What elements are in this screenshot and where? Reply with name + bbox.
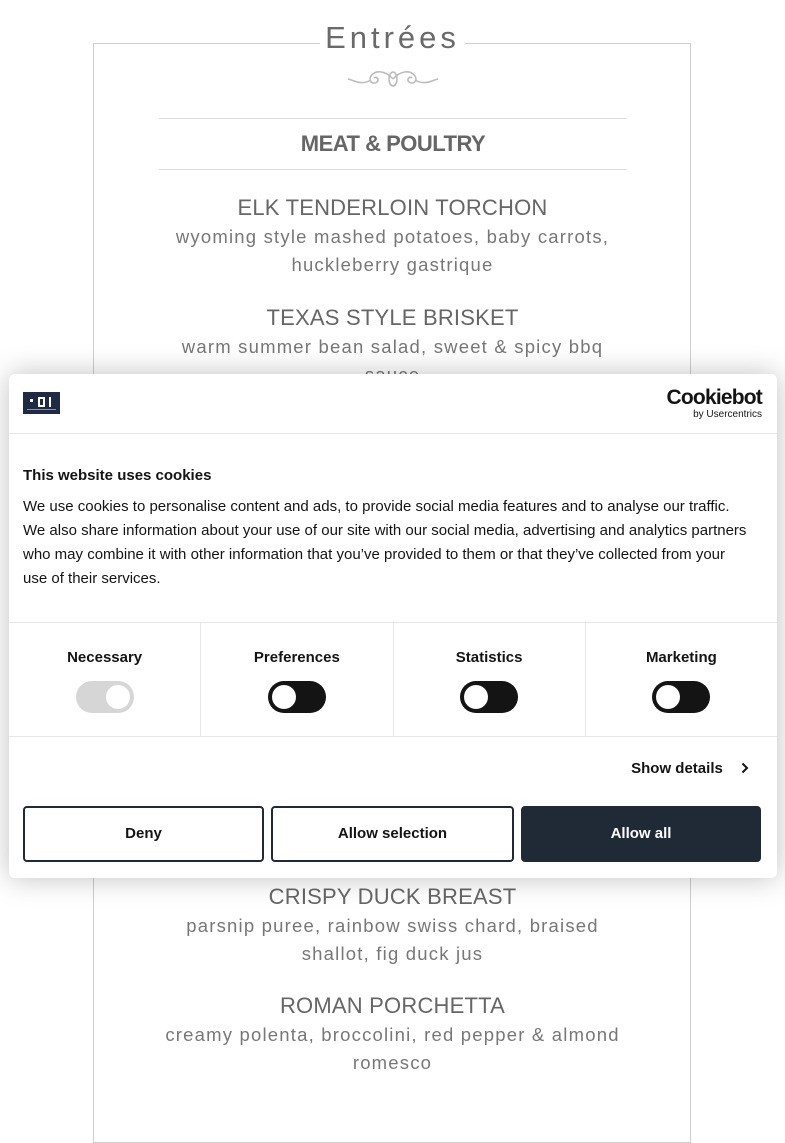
dish-description bbox=[150, 223, 635, 279]
chevron-right-icon bbox=[741, 760, 749, 777]
cookiebot-logo[interactable] bbox=[667, 387, 762, 420]
cookiebot-brand-name: Cookiebot bbox=[666, 386, 762, 409]
dish-desc-line: creamy polenta, broccolini, red pepper & almond bbox=[165, 1024, 620, 1045]
consent-necessary bbox=[9, 623, 201, 736]
site-logo-icon bbox=[23, 392, 60, 414]
dish-desc-line: huckleberry gastrique bbox=[291, 254, 494, 275]
dish-desc-line: shallot, fig duck jus bbox=[301, 943, 484, 964]
consent-label: Necessary bbox=[67, 649, 143, 666]
dish-name: CRISPY DUCK BREAST bbox=[268, 884, 517, 909]
ornament-icon bbox=[345, 66, 441, 92]
menu-item bbox=[150, 993, 635, 1077]
cookie-consent-dialog bbox=[9, 374, 777, 878]
dish-description bbox=[150, 1021, 635, 1077]
dish-desc-line: warm summer bean salad, sweet & spicy bbq bbox=[181, 336, 604, 357]
dish-desc-line: romesco bbox=[352, 1052, 433, 1073]
dish-desc-line: wyoming style mashed potatoes, baby carrots, bbox=[175, 226, 610, 247]
consent-statistics bbox=[394, 623, 586, 736]
deny-button[interactable]: Deny bbox=[23, 806, 264, 862]
preferences-toggle[interactable] bbox=[268, 681, 326, 713]
dish-desc-line: parsnip puree, rainbow swiss chard, braised bbox=[186, 915, 599, 936]
menu-item bbox=[150, 195, 635, 279]
dish-name: ELK TENDERLOIN TORCHON bbox=[237, 195, 548, 220]
section-title: MEAT & POULTRY bbox=[159, 118, 627, 170]
cookie-dialog-title: This website uses cookies bbox=[23, 467, 212, 484]
show-details-label: Show details bbox=[631, 760, 723, 777]
allow-selection-button[interactable]: Allow selection bbox=[271, 806, 514, 862]
consent-label: Marketing bbox=[645, 649, 717, 666]
marketing-toggle[interactable] bbox=[652, 681, 710, 713]
dish-description bbox=[150, 912, 635, 968]
necessary-toggle bbox=[76, 681, 134, 713]
consent-preferences bbox=[201, 623, 393, 736]
cookie-dialog-text: We use cookies to personalise content and ads, to provide social media features and to analyse our traffic. We also share information about your use of our site with our social media, advertising and analytics partners who may combine it with other information that you’ve provided to them or that they’ve collected from your use of their services. bbox=[23, 498, 747, 587]
consent-categories bbox=[9, 622, 777, 737]
show-details-link[interactable] bbox=[631, 760, 749, 777]
consent-marketing bbox=[586, 623, 777, 736]
menu-item bbox=[150, 884, 635, 968]
allow-all-button[interactable]: Allow all bbox=[521, 806, 761, 862]
statistics-toggle[interactable] bbox=[460, 681, 518, 713]
consent-label: Statistics bbox=[455, 649, 523, 666]
consent-label: Preferences bbox=[253, 649, 340, 666]
page-title: Entrées bbox=[320, 20, 465, 56]
dish-name: TEXAS STYLE BRISKET bbox=[266, 305, 519, 330]
cookie-dialog-header bbox=[9, 374, 777, 434]
dish-name: ROMAN PORCHETTA bbox=[279, 993, 506, 1018]
cookiebot-brand-sub: by Usercentrics bbox=[693, 409, 762, 420]
